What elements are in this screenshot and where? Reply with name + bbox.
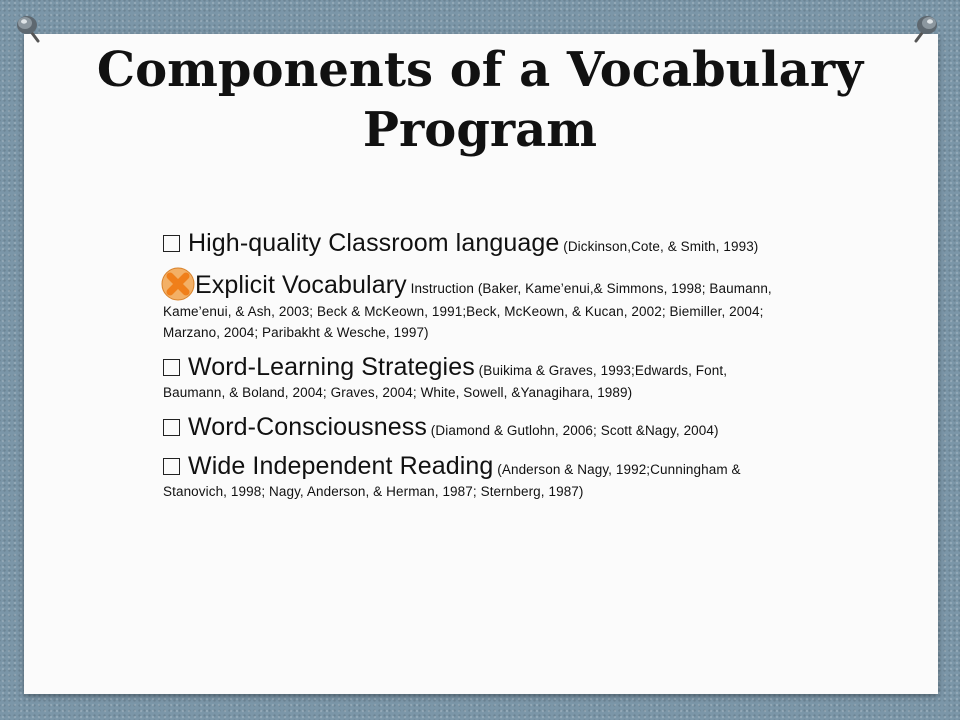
- slide-title: Components of a Vocabulary Program: [96, 42, 864, 158]
- item-heading: Word-Learning Strategies: [188, 353, 475, 381]
- bullet-list: [163, 228, 788, 511]
- checkbox-icon: [163, 458, 180, 475]
- item-heading: Explicit Vocabulary: [195, 271, 407, 299]
- list-item: [163, 352, 788, 403]
- item-heading: Word-Consciousness: [188, 413, 427, 441]
- item-citation: Instruction (Baker, Kame’enui,& Simmons, 1998; Baumann, Kame’enui, & Ash, 2003; Beck & McKeown, 1991;Beck, McKeown, & Kucan, 2002; Biemiller, 2004; Marzano, 2004; Paribakht & Wesche, 1997): [163, 281, 772, 340]
- item-heading: High-quality Classroom language: [188, 229, 560, 257]
- item-heading: Wide Independent Reading: [188, 452, 494, 480]
- list-item: [163, 412, 788, 442]
- item-citation: (Anderson & Nagy, 1992;Cunningham & Stanovich, 1998; Nagy, Anderson, & Herman, 1987; Sternberg, 1987): [163, 462, 741, 499]
- item-citation: (Dickinson,Cote, & Smith, 1993): [563, 239, 759, 254]
- checkbox-icon: [163, 359, 180, 376]
- item-citation: (Diamond & Gutlohn, 2006; Scott &Nagy, 2004): [430, 423, 719, 438]
- checkbox-icon: [163, 235, 180, 252]
- item-citation: (Buikima & Graves, 1993;Edwards, Font, Baumann, & Boland, 2004; Graves, 2004; White, Sowell, &Yanagihara, 1989): [163, 363, 728, 400]
- checkbox-icon: [163, 419, 180, 436]
- list-item: [163, 267, 788, 343]
- orange-x-icon: [161, 267, 195, 301]
- list-item: [163, 228, 788, 258]
- list-item: [163, 451, 788, 502]
